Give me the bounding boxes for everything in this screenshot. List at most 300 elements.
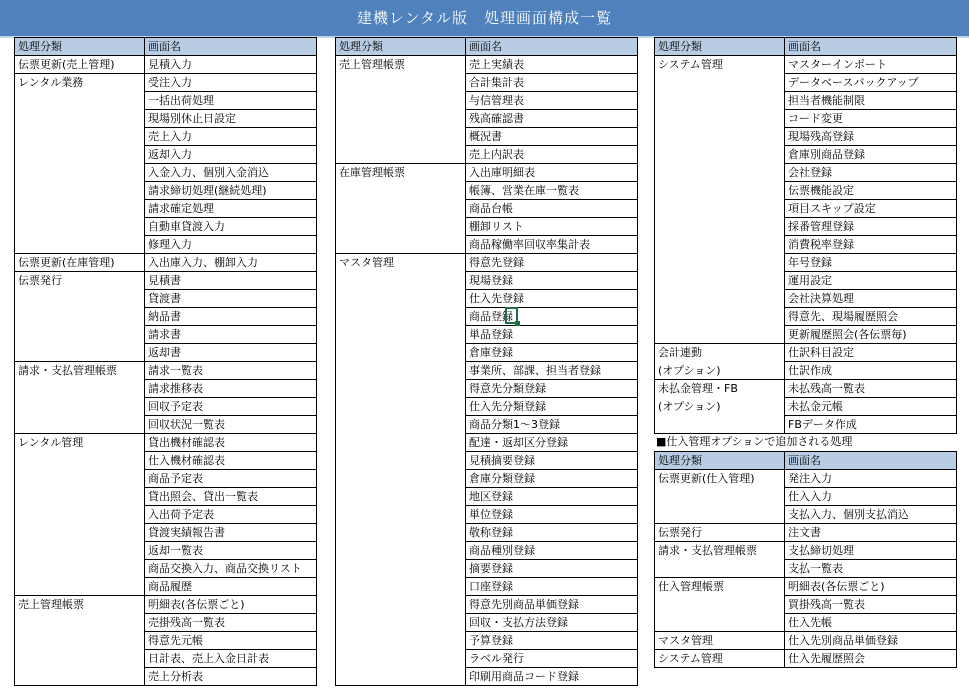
screen-name-cell: 支払入力、個別支払消込 — [785, 506, 957, 524]
screen-name-cell: 地区登録 — [466, 488, 638, 506]
table-row — [336, 614, 638, 632]
table-row — [655, 578, 957, 596]
table-row — [336, 398, 638, 416]
table-row — [15, 632, 317, 650]
category-cell-empty — [15, 470, 145, 488]
screen-table-1 — [14, 37, 317, 686]
table-row — [336, 128, 638, 146]
category-cell: レンタル管理 — [15, 434, 145, 452]
table-row — [15, 56, 317, 74]
category-cell-empty — [15, 668, 145, 686]
header-screen-name: 画面名 — [466, 38, 638, 56]
screen-name-cell: 入金入力、個別入金消込 — [145, 164, 317, 182]
table-row — [655, 74, 957, 92]
screen-name-cell: 売掛残高一覧表 — [145, 614, 317, 632]
screen-name-cell: 採番管理登録 — [785, 218, 957, 236]
category-cell-empty — [336, 614, 466, 632]
screen-name-cell: 消費税率登録 — [785, 236, 957, 254]
table-row — [15, 470, 317, 488]
screen-name-cell: 受注入力 — [145, 74, 317, 92]
category-cell-empty — [15, 236, 145, 254]
screen-name-cell: 商品分類1～3登録 — [466, 416, 638, 434]
category-cell-empty — [336, 470, 466, 488]
table-row — [336, 524, 638, 542]
category-cell-empty — [336, 92, 466, 110]
screen-name-cell: 売上分析表 — [145, 668, 317, 686]
screen-name-cell: 概況書 — [466, 128, 638, 146]
header-screen-name: 画面名 — [145, 38, 317, 56]
table-row — [655, 128, 957, 146]
screen-name-cell: 仕訳科目設定 — [785, 344, 957, 362]
table-row — [15, 344, 317, 362]
table-row — [655, 632, 957, 650]
table-row — [655, 470, 957, 488]
category-cell-empty — [15, 416, 145, 434]
category-cell-empty — [15, 506, 145, 524]
table-row — [655, 272, 957, 290]
screen-name-cell: 伝票機能設定 — [785, 182, 957, 200]
screen-name-cell: 仕入機材確認表 — [145, 452, 317, 470]
category-cell-empty — [655, 200, 785, 218]
table-row — [15, 308, 317, 326]
screen-name-cell: 帳簿、営業在庫一覧表 — [466, 182, 638, 200]
screen-name-cell: 自動車貸渡入力 — [145, 218, 317, 236]
category-cell-sub: (オプション) — [655, 362, 785, 380]
category-cell: 請求・支払管理帳票 — [655, 542, 785, 560]
screen-name-cell: 未払金元帳 — [785, 398, 957, 416]
table-row — [15, 218, 317, 236]
category-cell-empty — [15, 524, 145, 542]
table-row — [15, 110, 317, 128]
table-row — [15, 614, 317, 632]
screen-name-cell: 合計集計表 — [466, 74, 638, 92]
screen-name-cell: 敬称登録 — [466, 524, 638, 542]
screen-name-cell: 年号登録 — [785, 254, 957, 272]
title-bar — [0, 0, 969, 38]
category-cell-empty — [336, 236, 466, 254]
screen-name-cell: 運用設定 — [785, 272, 957, 290]
screen-name-cell: 明細表(各伝票ごと) — [145, 596, 317, 614]
table-row — [15, 74, 317, 92]
screen-name-cell: コード変更 — [785, 110, 957, 128]
table-row — [15, 272, 317, 290]
category-cell: マスタ管理 — [336, 254, 466, 272]
screen-table-4 — [654, 451, 957, 668]
category-cell-empty — [336, 434, 466, 452]
screen-name-cell: 仕入先帳 — [785, 614, 957, 632]
table-row — [336, 596, 638, 614]
screen-name-cell: 貸渡実績報告書 — [145, 524, 317, 542]
table-row — [336, 146, 638, 164]
category-cell-empty — [336, 416, 466, 434]
screen-name-cell: 単品登録 — [466, 326, 638, 344]
table-row — [655, 110, 957, 128]
category-cell-empty — [655, 560, 785, 578]
screen-name-cell: ラベル発行 — [466, 650, 638, 668]
header-screen-name: 画面名 — [785, 38, 957, 56]
screen-name-cell: 商品履歴 — [145, 578, 317, 596]
screen-name-cell: 担当者機能制限 — [785, 92, 957, 110]
screen-name-cell: 請求一覧表 — [145, 362, 317, 380]
category-cell-empty — [655, 110, 785, 128]
screen-name-cell: 得意先元帳 — [145, 632, 317, 650]
category-cell: システム管理 — [655, 650, 785, 668]
table-row — [336, 416, 638, 434]
screen-name-cell: 得意先登録 — [466, 254, 638, 272]
table-row — [15, 236, 317, 254]
category-cell-empty — [655, 290, 785, 308]
table-row — [15, 560, 317, 578]
table-row — [336, 452, 638, 470]
category-cell: 伝票更新(仕入管理) — [655, 470, 785, 488]
category-cell-empty — [655, 182, 785, 200]
category-cell: 会計連動 — [655, 344, 785, 362]
screen-name-cell: 請求推移表 — [145, 380, 317, 398]
table-row — [15, 290, 317, 308]
screen-name-cell: マスターインポート — [785, 56, 957, 74]
table-row — [336, 272, 638, 290]
category-cell-empty — [655, 272, 785, 290]
table-row — [336, 542, 638, 560]
table-row — [655, 146, 957, 164]
table-row — [336, 560, 638, 578]
category-cell-empty — [336, 506, 466, 524]
category-cell: レンタル業務 — [15, 74, 145, 92]
screen-name-cell: 修理入力 — [145, 236, 317, 254]
table-row — [655, 380, 957, 398]
table-row — [655, 416, 957, 434]
table-row — [15, 326, 317, 344]
category-cell-empty — [15, 308, 145, 326]
screen-name-cell: 請求確定処理 — [145, 200, 317, 218]
category-cell: 売上管理帳票 — [15, 596, 145, 614]
category-cell-empty — [15, 110, 145, 128]
screen-name-cell: 支払一覧表 — [785, 560, 957, 578]
category-cell-empty — [15, 398, 145, 416]
category-cell-empty — [15, 542, 145, 560]
table-row — [15, 164, 317, 182]
screen-name-cell: 予算登録 — [466, 632, 638, 650]
screen-name-cell: 見積摘要登録 — [466, 452, 638, 470]
table-row — [655, 308, 957, 326]
table-row — [15, 596, 317, 614]
category-cell-empty — [336, 290, 466, 308]
table-row — [655, 344, 957, 362]
table-row — [655, 614, 957, 632]
category-cell-empty — [655, 614, 785, 632]
table-row — [655, 164, 957, 182]
category-cell-empty — [336, 344, 466, 362]
screen-name-cell: 現場残高登録 — [785, 128, 957, 146]
cell-cursor[interactable] — [505, 307, 518, 324]
category-cell-empty — [655, 236, 785, 254]
category-cell: 伝票発行 — [15, 272, 145, 290]
category-cell: マスタ管理 — [655, 632, 785, 650]
category-cell-empty — [15, 92, 145, 110]
screen-name-cell: データベースバックアップ — [785, 74, 957, 92]
screen-name-cell: 会社決算処理 — [785, 290, 957, 308]
header-category: 処理分類 — [336, 38, 466, 56]
category-cell: 伝票更新(売上管理) — [15, 56, 145, 74]
category-cell-empty — [655, 74, 785, 92]
table-row — [655, 488, 957, 506]
screen-name-cell: 倉庫別商品登録 — [785, 146, 957, 164]
screen-name-cell: 返却入力 — [145, 146, 317, 164]
screen-name-cell: 棚卸リスト — [466, 218, 638, 236]
category-cell-empty — [655, 218, 785, 236]
screen-name-cell: 請求締切処理(継続処理) — [145, 182, 317, 200]
screen-name-cell: 回収・支払方法登録 — [466, 614, 638, 632]
category-cell: 在庫管理帳票 — [336, 164, 466, 182]
screen-name-cell: 未払残高一覧表 — [785, 380, 957, 398]
screen-name-cell: 仕入先登録 — [466, 290, 638, 308]
table-row — [15, 488, 317, 506]
category-cell-empty — [336, 362, 466, 380]
screen-name-cell: 摘要登録 — [466, 560, 638, 578]
table-row — [15, 398, 317, 416]
category-cell-empty — [336, 146, 466, 164]
category-cell-empty — [15, 164, 145, 182]
header-screen-name: 画面名 — [785, 452, 957, 470]
category-cell: 売上管理帳票 — [336, 56, 466, 74]
screen-name-cell: 仕入先履歴照会 — [785, 650, 957, 668]
category-cell-empty — [336, 632, 466, 650]
screen-table-2 — [335, 37, 638, 686]
table-row — [15, 92, 317, 110]
screen-name-cell: 現場別休止日設定 — [145, 110, 317, 128]
table-row — [15, 668, 317, 686]
table-row — [655, 650, 957, 668]
table-row — [336, 578, 638, 596]
table-row — [15, 578, 317, 596]
table-row — [336, 650, 638, 668]
table-row — [336, 290, 638, 308]
category-cell-empty — [336, 398, 466, 416]
table-row — [655, 182, 957, 200]
screen-name-cell: 商品登録 — [466, 308, 638, 326]
category-cell-empty — [15, 632, 145, 650]
table-row — [15, 128, 317, 146]
table-row — [15, 506, 317, 524]
category-cell-empty — [655, 254, 785, 272]
screen-name-cell: 見積書 — [145, 272, 317, 290]
category-cell-empty — [336, 110, 466, 128]
table-row — [15, 380, 317, 398]
category-cell-empty — [15, 128, 145, 146]
screen-name-cell: 明細表(各伝票ごと) — [785, 578, 957, 596]
category-cell-empty — [655, 596, 785, 614]
table-row — [336, 326, 638, 344]
screen-name-cell: 発注入力 — [785, 470, 957, 488]
category-cell-empty — [336, 326, 466, 344]
table-row — [15, 182, 317, 200]
category-cell-empty — [336, 200, 466, 218]
category-cell-empty — [655, 506, 785, 524]
screen-name-cell: 残高確認書 — [466, 110, 638, 128]
screen-name-cell: 入出庫明細表 — [466, 164, 638, 182]
category-cell-empty — [336, 380, 466, 398]
table-row — [15, 254, 317, 272]
table-row — [336, 344, 638, 362]
category-cell-empty — [15, 200, 145, 218]
table-row — [655, 560, 957, 578]
screen-name-cell: 得意先、現場履歴照会 — [785, 308, 957, 326]
category-cell-empty — [15, 614, 145, 632]
screen-table-3 — [654, 37, 957, 434]
table-row — [655, 506, 957, 524]
table-row — [336, 182, 638, 200]
category-cell-empty — [336, 524, 466, 542]
screen-name-cell: 単位登録 — [466, 506, 638, 524]
screen-name-cell: 商品稼働率回収率集計表 — [466, 236, 638, 254]
table-row — [336, 254, 638, 272]
screen-name-cell: 商品台帳 — [466, 200, 638, 218]
category-cell: 未払金管理・FB — [655, 380, 785, 398]
category-cell-empty — [15, 380, 145, 398]
screen-name-cell: 仕入先別商品単価登録 — [785, 632, 957, 650]
table-row — [336, 164, 638, 182]
table-row — [655, 326, 957, 344]
category-cell: 仕入管理帳票 — [655, 578, 785, 596]
screen-name-cell: 仕入入力 — [785, 488, 957, 506]
category-cell-empty — [336, 128, 466, 146]
category-cell-empty — [336, 218, 466, 236]
category-cell: 伝票更新(在庫管理) — [15, 254, 145, 272]
category-cell-empty — [336, 542, 466, 560]
screen-name-cell: 商品交換入力、商品交換リスト — [145, 560, 317, 578]
screen-name-cell: 売上内訳表 — [466, 146, 638, 164]
screen-name-cell: 回収予定表 — [145, 398, 317, 416]
screen-name-cell: 与信管理表 — [466, 92, 638, 110]
category-cell-empty — [15, 452, 145, 470]
category-cell-empty — [655, 488, 785, 506]
page-title: 建機レンタル版 処理画面構成一覧 — [356, 9, 613, 27]
purchase-option-note: ■仕入管理オプションで追加される処理 — [656, 435, 853, 448]
table-row — [336, 110, 638, 128]
table-row — [15, 200, 317, 218]
screen-name-cell: FBデータ作成 — [785, 416, 957, 434]
table-row — [336, 362, 638, 380]
category-cell-empty — [15, 560, 145, 578]
screen-name-cell: 商品種別登録 — [466, 542, 638, 560]
screen-name-cell: 回収状況一覧表 — [145, 416, 317, 434]
table-row — [336, 56, 638, 74]
screen-name-cell: 入出庫入力、棚卸入力 — [145, 254, 317, 272]
screen-name-cell: 事業所、部課、担当者登録 — [466, 362, 638, 380]
table-row — [336, 470, 638, 488]
category-cell-empty — [15, 326, 145, 344]
screen-name-cell: 買掛残高一覧表 — [785, 596, 957, 614]
category-cell-empty — [336, 182, 466, 200]
category-cell-empty — [336, 596, 466, 614]
screen-name-cell: 売上実績表 — [466, 56, 638, 74]
table-row — [655, 362, 957, 380]
table-row — [336, 632, 638, 650]
category-cell-empty — [655, 164, 785, 182]
category-cell-empty — [15, 182, 145, 200]
category-cell-empty — [336, 74, 466, 92]
table-row — [655, 596, 957, 614]
category-cell-empty — [655, 326, 785, 344]
table-row — [655, 218, 957, 236]
table-row — [655, 236, 957, 254]
category-cell-sub: (オプション) — [655, 398, 785, 416]
screen-name-cell: 口座登録 — [466, 578, 638, 596]
header-category: 処理分類 — [655, 452, 785, 470]
table-row — [336, 200, 638, 218]
table-row — [336, 74, 638, 92]
category-cell-empty — [655, 146, 785, 164]
screen-name-cell: 納品書 — [145, 308, 317, 326]
table-row — [15, 362, 317, 380]
category-cell: システム管理 — [655, 56, 785, 74]
screen-name-cell: 売上入力 — [145, 128, 317, 146]
table-row — [655, 398, 957, 416]
category-cell-empty — [336, 308, 466, 326]
screen-name-cell: 入出荷予定表 — [145, 506, 317, 524]
screen-name-cell: 倉庫登録 — [466, 344, 638, 362]
table-row — [336, 488, 638, 506]
category-cell-empty — [15, 344, 145, 362]
category-cell-empty — [15, 650, 145, 668]
screen-name-cell: 商品予定表 — [145, 470, 317, 488]
category-cell-empty — [336, 578, 466, 596]
screen-name-cell: 貸渡書 — [145, 290, 317, 308]
table-row — [655, 524, 957, 542]
screen-name-cell: 返却一覧表 — [145, 542, 317, 560]
table-row — [655, 290, 957, 308]
table-row — [655, 92, 957, 110]
category-cell-empty — [15, 488, 145, 506]
screen-name-cell: 倉庫分類登録 — [466, 470, 638, 488]
category-cell-empty — [15, 146, 145, 164]
category-cell: 請求・支払管理帳票 — [15, 362, 145, 380]
table-row — [336, 92, 638, 110]
screen-name-cell: 見積入力 — [145, 56, 317, 74]
category-cell-empty — [336, 272, 466, 290]
header-category: 処理分類 — [655, 38, 785, 56]
screen-name-cell: 日計表、売上入金日計表 — [145, 650, 317, 668]
screen-name-cell: 仕入先分類登録 — [466, 398, 638, 416]
screen-name-cell: 貸出照会、貸出一覧表 — [145, 488, 317, 506]
table-row — [336, 380, 638, 398]
screen-name-cell: 項目スキップ設定 — [785, 200, 957, 218]
table-row — [15, 650, 317, 668]
table-row — [15, 434, 317, 452]
table-row — [655, 542, 957, 560]
screen-name-cell: 印刷用商品コード登録 — [466, 668, 638, 686]
table-row — [655, 200, 957, 218]
category-cell-empty — [15, 218, 145, 236]
table-row — [15, 542, 317, 560]
category-cell-empty — [336, 668, 466, 686]
screen-name-cell: 現場登録 — [466, 272, 638, 290]
table-row — [336, 434, 638, 452]
screen-name-cell: 会社登録 — [785, 164, 957, 182]
table-row — [336, 506, 638, 524]
category-cell-empty — [336, 452, 466, 470]
screen-name-cell: 注文書 — [785, 524, 957, 542]
screen-name-cell: 一括出荷処理 — [145, 92, 317, 110]
table-row — [336, 668, 638, 686]
screen-name-cell: 支払締切処理 — [785, 542, 957, 560]
category-cell-empty — [336, 488, 466, 506]
category-cell-empty — [336, 560, 466, 578]
table-row — [15, 416, 317, 434]
screen-name-cell: 配達・返却区分登録 — [466, 434, 638, 452]
screen-name-cell: 返却書 — [145, 344, 317, 362]
table-row — [336, 236, 638, 254]
